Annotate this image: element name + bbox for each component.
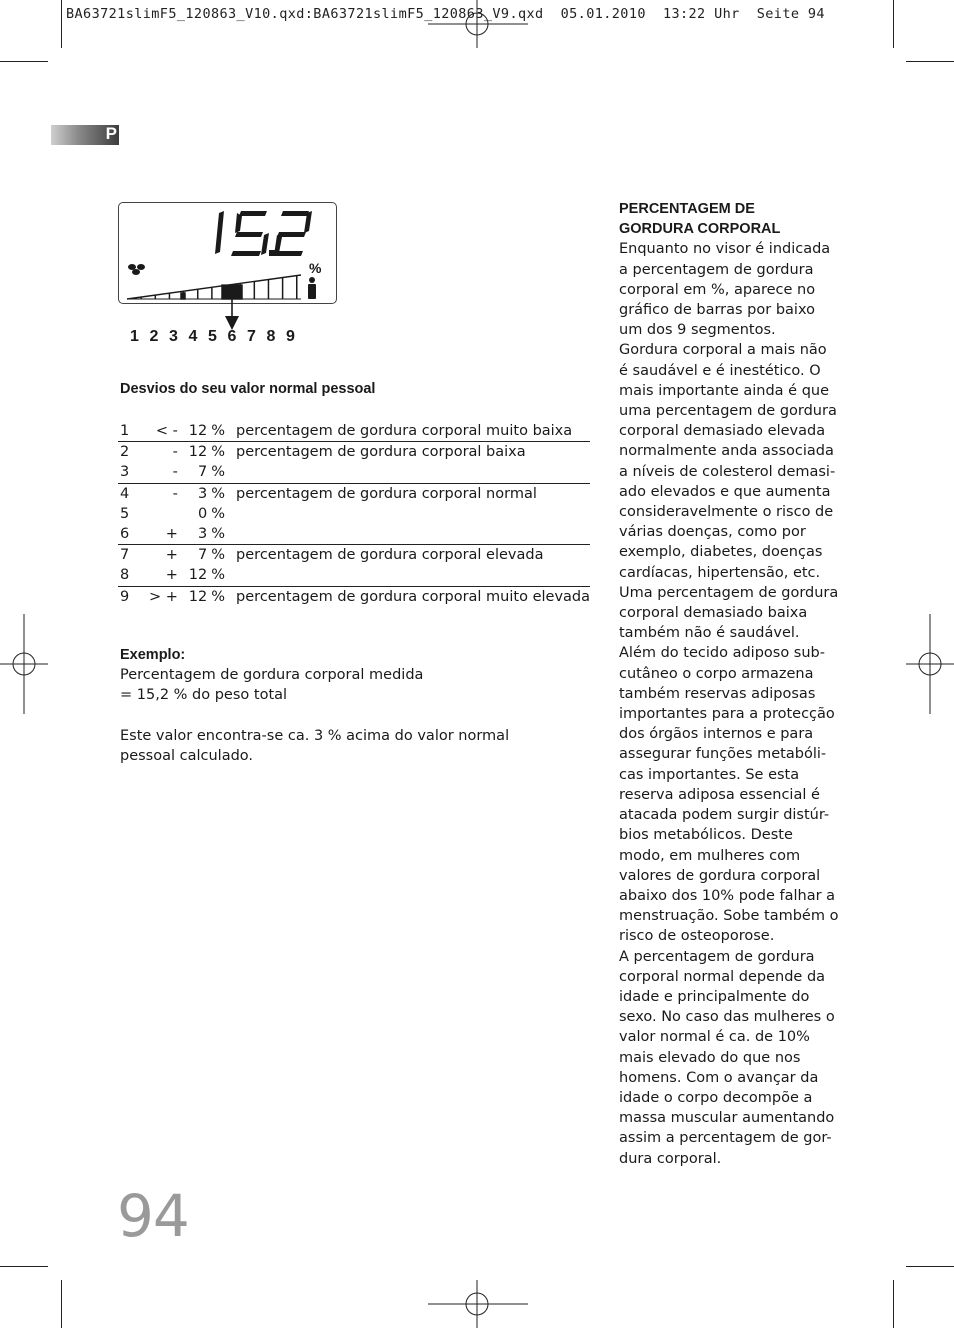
body-line: Enquanto no visor é indicada	[619, 241, 831, 258]
body-line: homens. Com o avançar da	[619, 1069, 819, 1086]
body-line: Uma percentagem de gordura	[619, 584, 839, 601]
body-line: modo, em mulheres com	[619, 847, 801, 864]
scale-number: 7	[247, 328, 257, 345]
deviation-pct: %	[211, 485, 225, 502]
language-tab-label: P	[105, 124, 117, 143]
body-line: valores de gordura corporal	[619, 867, 821, 884]
deviation-sign: -	[172, 485, 178, 502]
deviation-sign: +	[148, 565, 182, 586]
body-line: Gordura corporal a mais não	[619, 342, 827, 359]
body-line: importantes para a protecção	[619, 706, 835, 723]
body-line: dura corporal.	[619, 1150, 722, 1167]
deviation-table	[118, 421, 590, 607]
deviation-desc	[236, 504, 590, 524]
deviation-pct: %	[211, 444, 225, 461]
body-line: cutâneo o corpo armazena	[619, 665, 814, 682]
scale-number: 1	[130, 328, 140, 345]
language-tab	[51, 125, 119, 145]
deviation-sign: +	[165, 547, 178, 564]
body-line: ado elevados e que aumenta	[619, 483, 831, 500]
deviation-desc: percentagem de gordura corporal baixa	[236, 444, 526, 461]
body-line: corporal demasiado baixa	[619, 605, 808, 622]
deviation-n: 1	[118, 421, 148, 442]
deviation-sign: -	[148, 462, 182, 483]
deviation-value: 3	[182, 524, 211, 545]
body-line: gráfico de barras por baixo	[619, 302, 815, 319]
body-line: a percentagem de gordura	[619, 261, 814, 278]
body-line: assegurar funções metabóli-	[619, 746, 827, 763]
body-line: uma percentagem de gordura	[619, 403, 837, 420]
body-line: corporal em %, aparece no	[619, 281, 816, 298]
display-graphic	[119, 203, 336, 303]
section-heading-line-1: PERCENTAGEM DE	[619, 201, 755, 217]
deviation-row	[118, 565, 590, 586]
section-heading-line-2: GORDURA CORPORAL	[619, 221, 781, 238]
deviation-n: 8	[118, 565, 148, 586]
body-line: dos órgãos internos e para	[619, 726, 814, 743]
deviation-row	[118, 545, 590, 566]
body-line: valor normal é ca. de 10%	[619, 1029, 810, 1046]
deviation-pct: %	[211, 421, 236, 442]
deviation-value: 7	[182, 462, 211, 483]
deviation-n: 4	[120, 485, 130, 502]
registration-mark-right	[906, 614, 954, 714]
body-line: mais importante ainda é que	[619, 382, 830, 399]
deviation-desc: percentagem de gordura corporal elevada	[236, 547, 544, 564]
deviation-value: 12	[182, 565, 211, 586]
section-body	[619, 239, 841, 1168]
body-line: um dos 9 segmentos.	[619, 322, 776, 339]
body-line: mais elevado do que nos	[619, 1049, 801, 1066]
deviation-row	[118, 483, 590, 504]
body-fat-explanation	[619, 199, 841, 1169]
deviation-row	[118, 462, 590, 483]
body-line: abaixo dos 10% pode falhar a	[619, 887, 836, 904]
body-line: consideravelmente o risco de	[619, 504, 834, 521]
deviation-row	[118, 504, 590, 524]
segment-arrow	[222, 298, 242, 332]
deviation-desc: percentagem de gordura corporal muito baixa	[236, 421, 590, 442]
scale-number: 2	[149, 328, 159, 345]
deviation-n: 9	[120, 588, 130, 605]
body-line: exemplo, diabetes, doenças	[619, 544, 823, 561]
segment-scale-numbers	[130, 328, 306, 346]
body-line: também reservas adiposas	[619, 685, 816, 702]
body-line: assim a percentagem de gor-	[619, 1130, 832, 1147]
deviation-desc	[236, 565, 590, 586]
deviation-n: 7	[120, 547, 130, 564]
deviation-row	[118, 442, 590, 463]
deviation-pct: %	[211, 524, 236, 545]
deviation-value: 3	[197, 485, 208, 502]
deviation-heading: Desvios do seu valor normal pessoal	[120, 381, 376, 397]
body-line: a níveis de colesterol demasi-	[619, 463, 836, 480]
example-section	[120, 645, 509, 766]
deviation-pct: %	[211, 462, 236, 483]
deviation-value: 12	[188, 444, 208, 461]
deviation-sign	[148, 504, 182, 524]
deviation-sign: +	[148, 524, 182, 545]
deviation-row	[118, 421, 590, 442]
body-line: também não é saudável.	[619, 625, 800, 642]
body-line: Além do tecido adiposo sub-	[619, 645, 825, 662]
person-icon	[308, 277, 316, 299]
deviation-value: 12	[188, 588, 208, 605]
example-line-2: = 15,2 % do peso total	[120, 687, 288, 704]
scale-number: 6	[227, 328, 237, 345]
deviation-pct: %	[211, 588, 225, 605]
body-line: corporal normal depende da	[619, 968, 826, 985]
example-heading: Exemplo:	[120, 647, 186, 663]
body-line: idade e principalmente do	[619, 988, 810, 1005]
scale-display	[118, 202, 337, 304]
deviation-desc	[236, 524, 590, 545]
deviation-n: 6	[118, 524, 148, 545]
memory-dots-icon	[128, 264, 145, 275]
deviation-n: 5	[120, 505, 130, 522]
print-header: BA63721slimF5_120863_V10.qxd:BA63721slimF5_120863_V9.qxd 05.01.2010 13:22 Uhr Seite 94	[66, 6, 825, 22]
body-line: A percentagem de gordura	[619, 948, 815, 965]
display-unit: %	[309, 260, 322, 276]
deviation-desc	[236, 462, 590, 483]
scale-number: 8	[266, 328, 276, 345]
body-line: cas importantes. Se esta	[619, 766, 800, 783]
deviation-desc: percentagem de gordura corporal muito elevada	[236, 588, 590, 605]
deviation-n: 2	[120, 444, 130, 461]
deviation-sign: < -	[148, 421, 182, 442]
deviation-row	[118, 524, 590, 545]
deviation-value: 7	[197, 547, 208, 564]
body-line: idade o corpo decompõe a	[619, 1089, 813, 1106]
example-line-1: Percentagem de gordura corporal medida	[120, 667, 424, 684]
scale-number: 5	[208, 328, 218, 345]
segment-fill	[222, 285, 242, 299]
registration-mark-top	[428, 0, 528, 48]
deviation-value: 0	[197, 505, 208, 522]
segment-fill	[181, 293, 185, 299]
body-line: atacada podem surgir distúr-	[619, 807, 830, 824]
body-line: reserva adiposa essencial é	[619, 786, 820, 803]
deviation-pct: %	[211, 505, 225, 522]
registration-mark-left	[0, 614, 48, 714]
body-line: cardíacas, hipertensão, etc.	[619, 564, 821, 581]
deviation-pct: %	[211, 565, 236, 586]
deviation-value: 12	[182, 421, 211, 442]
body-line: bios metabólicos. Deste	[619, 827, 793, 844]
deviation-sign: > +	[148, 588, 178, 605]
example-line-3: Este valor encontra-se ca. 3 % acima do valor normal	[120, 727, 510, 744]
deviation-row	[118, 586, 590, 607]
body-line: é saudável e é inestético. O	[619, 362, 821, 379]
body-line: menstruação. Sobe também o	[619, 908, 839, 925]
scale-number: 3	[169, 328, 179, 345]
body-line: risco de osteoporose.	[619, 928, 775, 945]
example-line-4: pessoal calculado.	[120, 748, 254, 764]
display-reading	[215, 211, 312, 256]
deviation-sign: -	[172, 444, 178, 461]
deviation-desc: percentagem de gordura corporal normal	[236, 485, 537, 502]
body-line: massa muscular aumentando	[619, 1110, 835, 1127]
page-number: 94	[117, 1182, 189, 1250]
registration-mark-bottom	[428, 1280, 528, 1328]
deviation-n: 3	[118, 462, 148, 483]
scale-number: 9	[286, 328, 296, 345]
body-line: corporal demasiado elevada	[619, 423, 826, 440]
scale-number: 4	[188, 328, 198, 345]
body-line: várias doenças, como por	[619, 524, 806, 541]
body-line: sexo. No caso das mulheres o	[619, 1009, 835, 1026]
deviation-pct: %	[211, 547, 225, 564]
body-line: normalmente anda associada	[619, 443, 834, 460]
